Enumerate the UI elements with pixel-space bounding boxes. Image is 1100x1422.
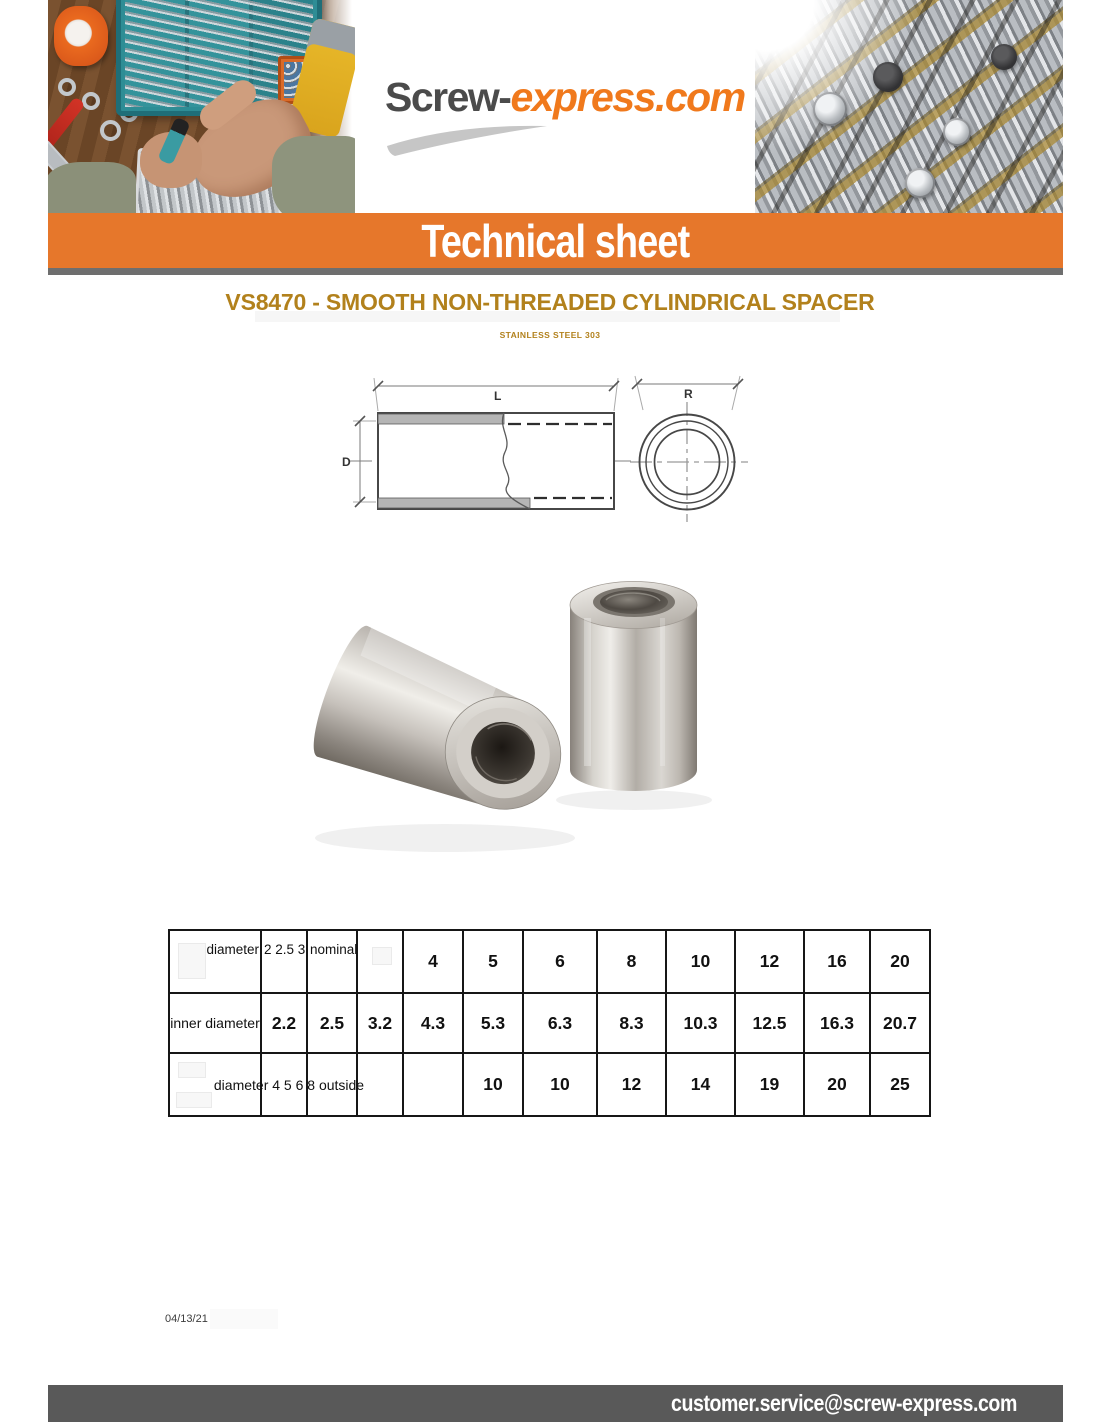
row1-empty-cell [358, 931, 404, 994]
inner-5.3: 5.3 [464, 994, 524, 1054]
row1-label-nominal: nominal [308, 931, 358, 994]
inner-2.5: 2.5 [308, 994, 358, 1054]
screw-head [873, 62, 903, 92]
shadow [315, 824, 575, 852]
document-date: 04/13/21 [165, 1313, 208, 1325]
outside-10: 10 [464, 1054, 524, 1115]
logo-text-primary: Screw- [385, 74, 511, 120]
banner-title: Technical sheet [421, 214, 690, 267]
spacer-tilted [303, 619, 583, 839]
nominal-16: 16 [805, 931, 871, 994]
screw-head [813, 92, 847, 126]
technical-drawing [330, 358, 800, 535]
inner-8.3: 8.3 [598, 994, 667, 1054]
dim-radius-label: R [684, 387, 693, 401]
inner-10.3: 10.3 [667, 994, 736, 1054]
banner [48, 213, 1063, 268]
outside-25: 25 [890, 1074, 910, 1094]
contact-email[interactable]: customer.service@screw-express.com [671, 1390, 1017, 1416]
logo-text-secondary: express.com [510, 74, 745, 120]
inner-3.2: 3.2 [358, 994, 404, 1054]
row2-label-inner-diameter: inner diameter [170, 994, 262, 1054]
outside-10b: 10 [524, 1054, 598, 1115]
side-view [378, 413, 614, 509]
inner-12.5: 12.5 [736, 994, 805, 1054]
outside-19: 19 [736, 1054, 805, 1115]
inner-20.7: 20.7 [871, 994, 929, 1054]
dimension-length [373, 378, 619, 411]
spacer-upright [570, 582, 697, 792]
outside-14: 14 [667, 1054, 736, 1115]
washer [58, 78, 76, 96]
outside-20: 20 [805, 1054, 871, 1115]
tape-measure [54, 6, 108, 66]
washer [100, 120, 121, 141]
inner-6.3: 6.3 [524, 994, 598, 1054]
inner-2.2: 2.2 [262, 994, 308, 1054]
logo-swoosh [385, 122, 555, 162]
row1-nominal-2-2.5-3: 2 2.5 3 [262, 931, 308, 994]
screw-head [905, 168, 935, 198]
nominal-8: 8 [598, 931, 667, 994]
artifact [210, 1309, 278, 1329]
brand-logo [355, 0, 755, 213]
nominal-6: 6 [524, 931, 598, 994]
workbench-photo [48, 0, 355, 213]
nominal-12: 12 [736, 931, 805, 994]
inner-16.3: 16.3 [805, 994, 871, 1054]
spec-table [168, 929, 931, 1117]
inner-4.3: 4.3 [404, 994, 464, 1054]
dim-length-label: L [494, 389, 502, 403]
row1-label-diameter: diameter [170, 931, 262, 994]
wall-section-top [378, 414, 504, 424]
artifact [176, 1092, 212, 1108]
left-sleeve [48, 162, 136, 213]
logo-text [385, 74, 745, 121]
nominal-4: 4 [404, 931, 464, 994]
footer-bar [48, 1385, 1063, 1422]
page-title: VS8470 - SMOOTH NON-THREADED CYLINDRICAL SPACER [225, 289, 875, 315]
row3-cell-empty [404, 1054, 464, 1115]
screw-head [943, 118, 971, 146]
shadow [556, 790, 712, 810]
outside-12: 12 [598, 1054, 667, 1115]
right-sleeve [272, 136, 355, 213]
washer [82, 92, 100, 110]
dim-diameter-label: D [342, 455, 351, 469]
screw-head [991, 44, 1017, 70]
nominal-5: 5 [464, 931, 524, 994]
screws-pile-photo [755, 0, 1063, 213]
artifact [372, 947, 392, 965]
material-subtitle: STAINLESS STEEL 303 [499, 330, 601, 340]
product-photo [295, 552, 765, 870]
row3-label-outside-diameter: diameter 4 5 6 8 outside [170, 1054, 262, 1115]
separator-line [48, 268, 1063, 275]
nominal-10: 10 [667, 931, 736, 994]
artifact [178, 943, 206, 979]
wall-section-bottom [378, 498, 530, 508]
nominal-20: 20 [871, 931, 929, 994]
